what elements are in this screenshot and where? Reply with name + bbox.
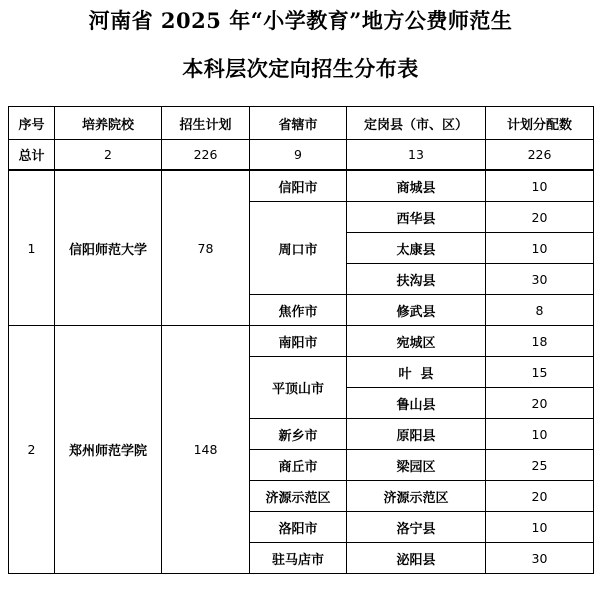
school-name: 信阳师范大学 — [55, 170, 162, 326]
school-index: 1 — [9, 170, 55, 326]
city-name: 信阳市 — [250, 170, 347, 202]
county-name: 扶沟县 — [347, 264, 486, 295]
city-name: 平顶山市 — [250, 357, 347, 419]
county-name: 洛宁县 — [347, 512, 486, 543]
total-label: 总计 — [9, 140, 55, 171]
county-count: 25 — [486, 450, 594, 481]
county-name: 原阳县 — [347, 419, 486, 450]
header-row — [9, 107, 594, 140]
city-name: 新乡市 — [250, 419, 347, 450]
county-name: 泌阳县 — [347, 543, 486, 574]
city-name: 济源示范区 — [250, 481, 347, 512]
header-city: 省辖市 — [250, 107, 347, 140]
county-count: 18 — [486, 326, 594, 357]
header-county: 定岗县（市、区） — [347, 107, 486, 140]
city-name: 驻马店市 — [250, 543, 347, 574]
county-name: 商城县 — [347, 170, 486, 202]
distribution-table — [8, 106, 594, 574]
header-allocation: 计划分配数 — [486, 107, 594, 140]
county-name: 鲁山县 — [347, 388, 486, 419]
county-count: 15 — [486, 357, 594, 388]
county-name: 叶 县 — [347, 357, 486, 388]
city-name: 商丘市 — [250, 450, 347, 481]
table-row — [9, 326, 594, 357]
school-plan: 78 — [162, 170, 250, 326]
total-cities: 9 — [250, 140, 347, 171]
document-title-line2: 本科层次定向招生分布表 — [182, 56, 419, 81]
county-name: 西华县 — [347, 202, 486, 233]
county-count: 20 — [486, 481, 594, 512]
county-count: 20 — [486, 388, 594, 419]
county-name: 宛城区 — [347, 326, 486, 357]
city-name: 南阳市 — [250, 326, 347, 357]
county-count: 8 — [486, 295, 594, 326]
document-title-line1: 河南省 2025 年“小学教育”地方公费师范生 — [88, 8, 513, 33]
table-row — [9, 170, 594, 202]
school-index: 2 — [9, 326, 55, 574]
total-counties: 13 — [347, 140, 486, 171]
school-plan: 148 — [162, 326, 250, 574]
city-name: 焦作市 — [250, 295, 347, 326]
city-name: 洛阳市 — [250, 512, 347, 543]
school-name: 郑州师范学院 — [55, 326, 162, 574]
header-index: 序号 — [9, 107, 55, 140]
county-count: 10 — [486, 512, 594, 543]
county-name: 太康县 — [347, 233, 486, 264]
header-plan: 招生计划 — [162, 107, 250, 140]
county-count: 20 — [486, 202, 594, 233]
total-allocation: 226 — [486, 140, 594, 171]
county-name: 梁园区 — [347, 450, 486, 481]
total-plan: 226 — [162, 140, 250, 171]
county-name: 济源示范区 — [347, 481, 486, 512]
county-count: 10 — [486, 170, 594, 202]
county-count: 30 — [486, 264, 594, 295]
county-count: 10 — [486, 419, 594, 450]
county-count: 10 — [486, 233, 594, 264]
county-count: 30 — [486, 543, 594, 574]
header-school: 培养院校 — [55, 107, 162, 140]
city-name: 周口市 — [250, 202, 347, 295]
county-name: 修武县 — [347, 295, 486, 326]
total-row — [9, 140, 594, 171]
total-schools: 2 — [55, 140, 162, 171]
